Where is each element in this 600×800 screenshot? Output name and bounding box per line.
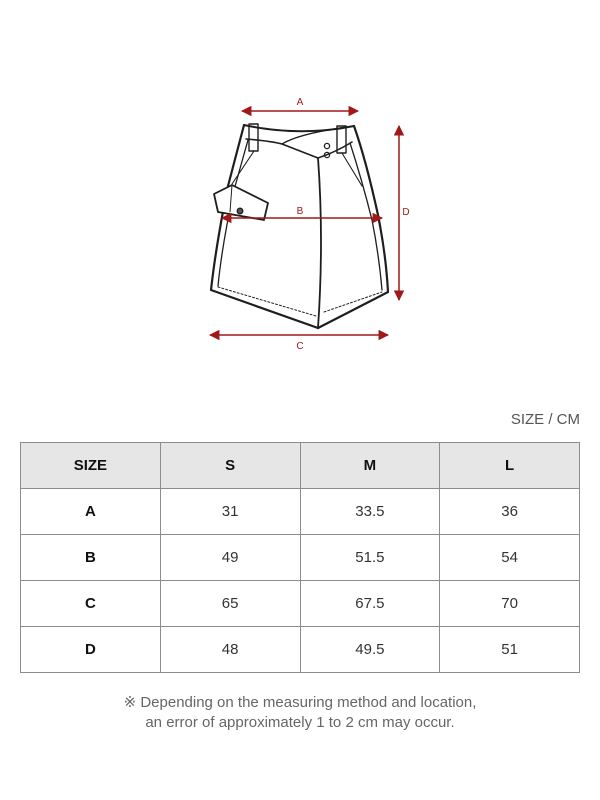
row-label: D bbox=[21, 627, 161, 673]
note-line-2: an error of approximately 1 to 2 cm may occur. bbox=[145, 714, 455, 731]
row-label: A bbox=[21, 489, 161, 535]
table-cell: 70 bbox=[440, 581, 580, 627]
dimension-d-label: D bbox=[402, 207, 410, 218]
table-cell: 49.5 bbox=[300, 627, 440, 673]
table-cell: 51.5 bbox=[300, 535, 440, 581]
table-cell: 49 bbox=[160, 535, 300, 581]
table-cell: 31 bbox=[160, 489, 300, 535]
table-row bbox=[21, 581, 580, 627]
table-cell: 67.5 bbox=[300, 581, 440, 627]
table-cell: 65 bbox=[160, 581, 300, 627]
measurement-note bbox=[0, 693, 600, 733]
table-header-row bbox=[21, 443, 580, 489]
header-size: SIZE bbox=[21, 443, 161, 489]
table-cell: 48 bbox=[160, 627, 300, 673]
dimension-c-label: C bbox=[296, 341, 304, 352]
table-cell: 54 bbox=[440, 535, 580, 581]
dimension-a-label: A bbox=[296, 97, 304, 108]
header-l: L bbox=[440, 443, 580, 489]
skirt-measurement-diagram bbox=[0, 0, 600, 380]
unit-label: SIZE / CM bbox=[510, 411, 580, 428]
table-cell: 36 bbox=[440, 489, 580, 535]
skirt-illustration bbox=[211, 124, 388, 328]
table-row bbox=[21, 627, 580, 673]
header-m: M bbox=[300, 443, 440, 489]
table-cell: 33.5 bbox=[300, 489, 440, 535]
row-label: B bbox=[21, 535, 161, 581]
note-line-1: ※ Depending on the measuring method and location, bbox=[123, 694, 477, 711]
table-cell: 51 bbox=[440, 627, 580, 673]
header-s: S bbox=[160, 443, 300, 489]
table-row bbox=[21, 535, 580, 581]
dimension-b-label: B bbox=[296, 206, 304, 217]
size-chart-table bbox=[20, 442, 580, 673]
table-row bbox=[21, 489, 580, 535]
row-label: C bbox=[21, 581, 161, 627]
